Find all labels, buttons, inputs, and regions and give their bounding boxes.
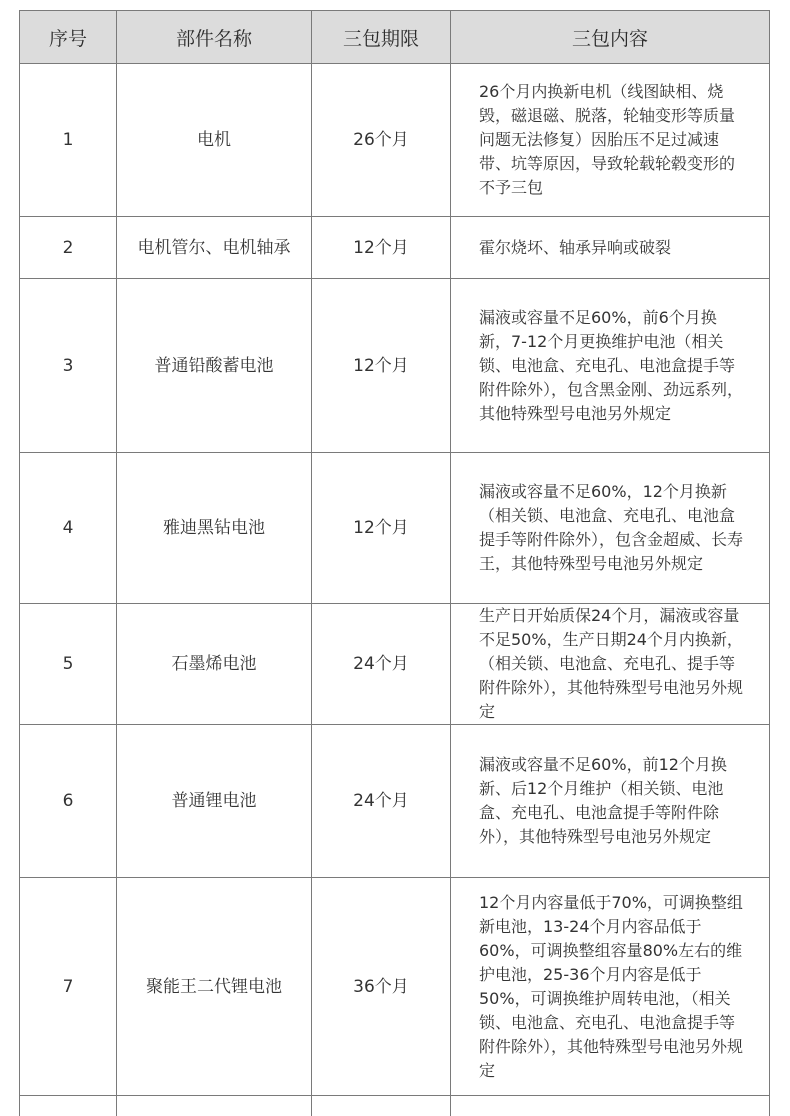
row-period: 12个月 [312,279,451,453]
row-content: 漏液或容量不足60%，12个月换新（相关锁、电池盒、充电孔、电池盒提手等附件除外），包含金超威、长寿王，其他特殊型号电池另外规定 [451,453,770,604]
table-row [20,64,770,217]
row-no: 2 [20,217,117,279]
table-row [20,878,770,1096]
row-cell-empty [117,1096,312,1116]
row-cell-empty [451,1096,770,1116]
row-part-name: 电机管尔、电机轴承 [117,217,312,279]
row-period: 26个月 [312,64,451,217]
row-no: 3 [20,279,117,453]
row-part-name: 电机 [117,64,312,217]
row-part-name: 雅迪黑钻电池 [117,453,312,604]
row-part-name: 普通锂电池 [117,725,312,878]
row-period: 24个月 [312,725,451,878]
row-part-name: 普通铅酸蓄电池 [117,279,312,453]
header-warranty-content: 三包内容 [451,11,770,64]
row-cell-empty [312,1096,451,1116]
row-content: 26个月内换新电机（线图缺相、烧毁，磁退磁、脱落，轮轴变形等质量问题无法修复）因胎压不足过减速带、坑等原因，导致轮载轮毂变形的不予三包 [451,64,770,217]
row-content: 漏液或容量不足60%，前12个月换新、后12个月维护（相关锁、电池盒、充电孔、电池盒提手等附件除外），其他特殊型号电池另外规定 [451,725,770,878]
header-part-name: 部件名称 [117,11,312,64]
row-part-name: 聚能王二代锂电池 [117,878,312,1096]
row-period: 12个月 [312,453,451,604]
row-period: 12个月 [312,217,451,279]
row-content: 12个月内容量低于70%，可调换整组新电池，13-24个月内容品低于60%，可调换整组容量80%左右的维护电池，25-36个月内容是低于50%，可调换维护周转电池，（相关锁、电池盒、充电孔、电池盒提手等附件除外），其他特殊型号电池另外规定 [451,878,770,1096]
header-warranty-period: 三包期限 [312,11,451,64]
row-no: 1 [20,64,117,217]
table-row [20,279,770,453]
table-row [20,604,770,725]
row-period: 24个月 [312,604,451,725]
row-part-name: 石墨烯电池 [117,604,312,725]
table-row [20,453,770,604]
row-content: 霍尔烧坏、轴承异响或破裂 [451,217,770,279]
header-no: 序号 [20,11,117,64]
warranty-table [19,10,770,1116]
row-period: 36个月 [312,878,451,1096]
row-no: 5 [20,604,117,725]
table-row-partial [20,1096,770,1116]
table-row [20,217,770,279]
header-row [20,11,770,64]
row-no: 7 [20,878,117,1096]
table-row [20,725,770,878]
row-no: 6 [20,725,117,878]
row-cell-empty [20,1096,117,1116]
row-no: 4 [20,453,117,604]
row-content: 漏液或容量不足60%，前6个月换新，7-12个月更换维护电池（相关锁、电池盒、充电孔、电池盒提手等附件除外），包含黑金刚、劲远系列，其他特殊型号电池另外规定 [451,279,770,453]
row-content: 生产日开始质保24个月，漏液或容量不足50%，生产日期24个月内换新，（相关锁、电池盒、充电孔、提手等附件除外），其他特殊型号电池另外规定 [451,604,770,725]
